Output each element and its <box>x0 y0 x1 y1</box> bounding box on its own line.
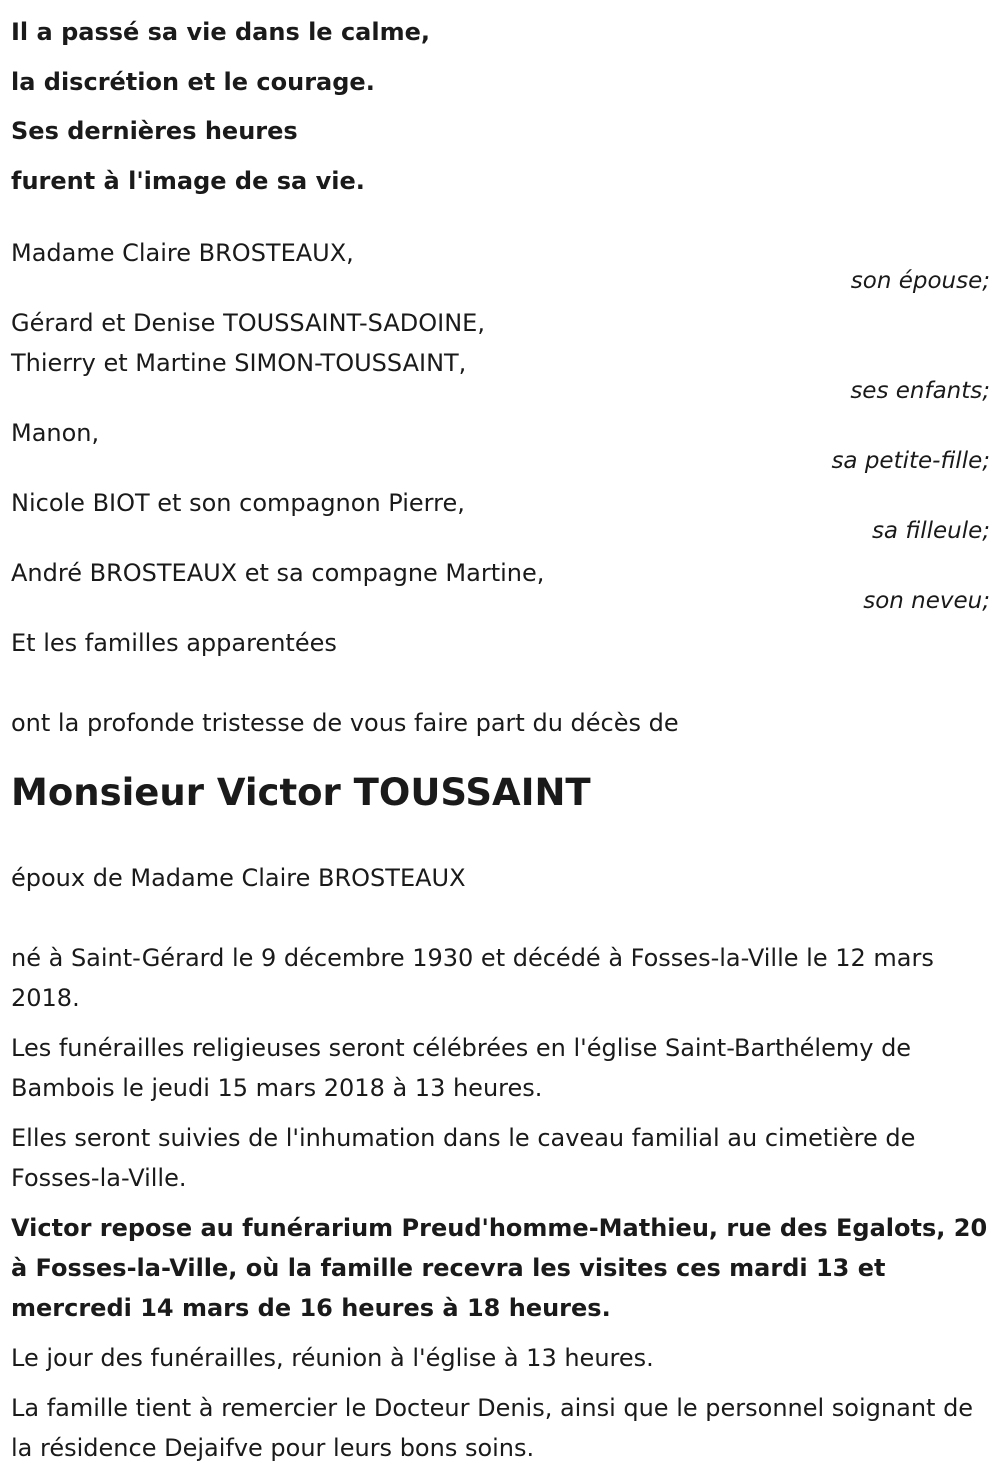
deceased-name: Monsieur Victor TOUSSAINT <box>11 771 591 814</box>
family-spouse-name: Madame Claire BROSTEAUX, <box>11 239 354 267</box>
funeral-paragraph: Les funérailles religieuses seront célébrées en l'église Saint-Barthélemy de Bambois le jeudi 15 mars 2018 à 13 heures. <box>11 1034 912 1102</box>
announcement-text: ont la profonde tristesse de vous faire part du décès de <box>11 709 679 737</box>
visitation-paragraph: Victor repose au funérarium Preud'homme-Mathieu, rue des Egalots, 20 à Fosses-la-Ville, où la famille recevra les visites ces mardi 13 et mercredi 14 mars de 16 heures à 18 heures. <box>11 1214 988 1322</box>
family-group-spouse <box>11 233 990 293</box>
family-children-line-1: Gérard et Denise TOUSSAINT-SADOINE, <box>11 309 485 337</box>
epitaph-line-2: la discrétion et le courage. <box>11 67 375 96</box>
family-group-granddaughter <box>11 413 990 473</box>
family-children-line-2: Thierry et Martine SIMON-TOUSSAINT, <box>11 349 467 377</box>
thanks-paragraph: La famille tient à remercier le Docteur Denis, ainsi que le personnel soignant de la résidence Dejaifve pour leurs bons soins. <box>11 1394 974 1462</box>
epitaph-line-1: Il a passé sa vie dans le calme, <box>11 18 430 46</box>
epitaph-line-4: furent à l'image de sa vie. <box>11 166 365 195</box>
funeral-details <box>11 938 990 1468</box>
family-list <box>11 233 990 663</box>
family-nephew-name: André BROSTEAUX et sa compagne Martine, <box>11 559 545 587</box>
family-group-children <box>11 303 990 403</box>
epitaph <box>11 0 990 206</box>
family-goddaughter-name: Nicole BIOT et son compagnon Pierre, <box>11 489 465 517</box>
family-related-families: Et les familles apparentées <box>11 629 337 657</box>
family-group-nephew <box>11 553 990 613</box>
birth-death-paragraph: né à Saint-Gérard le 9 décembre 1930 et décédé à Fosses-la-Ville le 12 mars 2018. <box>11 944 934 1012</box>
epitaph-line-3: Ses dernières heures <box>11 117 298 145</box>
family-spouse-relation: son épouse; <box>850 268 990 294</box>
burial-paragraph: Elles seront suivies de l'inhumation dans le caveau familial au cimetière de Fosses-la-Ville. <box>11 1124 916 1192</box>
meeting-paragraph: Le jour des funérailles, réunion à l'église à 13 heures. <box>11 1344 654 1372</box>
family-granddaughter-name: Manon, <box>11 419 100 447</box>
family-children-relation: ses enfants; <box>850 378 990 404</box>
family-goddaughter-relation: sa filleule; <box>871 518 990 544</box>
family-granddaughter-relation: sa petite-fille; <box>831 448 990 474</box>
family-group-goddaughter <box>11 483 990 543</box>
spouse-of-text: époux de Madame Claire BROSTEAUX <box>11 864 466 892</box>
family-nephew-relation: son neveu; <box>863 588 990 614</box>
